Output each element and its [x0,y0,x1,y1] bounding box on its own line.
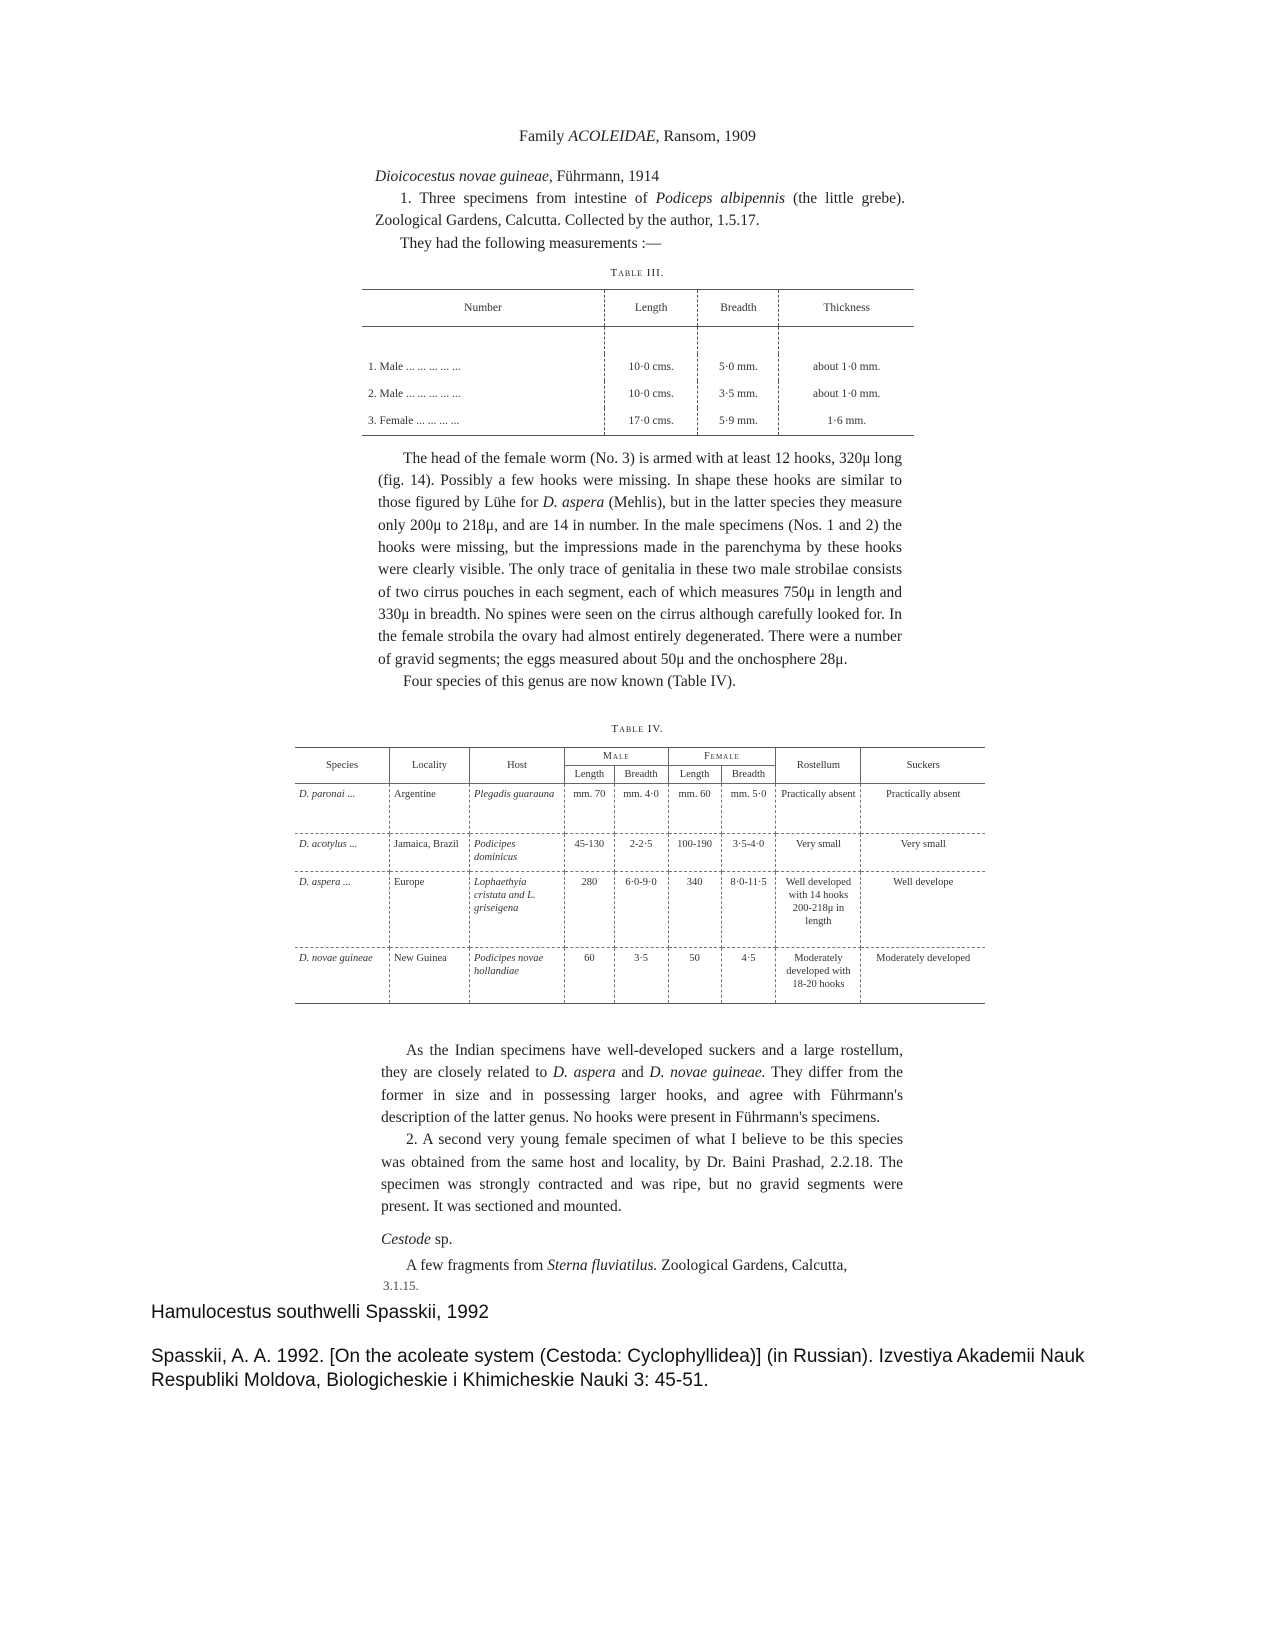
col-suckers: Suckers [861,748,985,784]
table-row: 2. Male ... ... ... ... ... 10·0 cms. 3·5 mm. about 1·0 mm. [362,381,914,408]
col-female-breadth: Breadth [721,766,776,784]
col-species: Species [295,748,390,784]
col-male: Male [565,748,669,766]
col-breadth: Breadth [698,289,779,326]
paragraph-5: As the Indian specimens have well-developed suckers and a large rostellum, they are closely related to D. aspera and D. novae guineae. They differ from the former in size and in possessing larger hooks, and agree with Führmann's description of the latter genus. No hooks were present in Führmann's specimens. [381,1042,903,1127]
table-row: 3. Female ... ... ... ... 17·0 cms. 5·9 mm. 1·6 mm. [362,408,914,436]
col-locality: Locality [390,748,470,784]
col-male-length: Length [565,766,615,784]
overlay-reference: Spasskii, A. A. 1992. [On the acoleate system (Cestoda: Cyclophyllidea)] (in Russian). Izvestiya Akademii Nauk Respubliki Moldova, Biologicheskie i Khimicheskie Nauki 3: 45-51. [151,1346,1085,1392]
paragraph-2: They had the following measurements :— [400,234,662,252]
paragraph-3: The head of the female worm (No. 3) is armed with at least 12 hooks, 320μ long (fig. 14). Possibly a few hooks were missing. In shape these hooks are similar to those figured by Lühe for D. aspera (Mehlis), but in the latter species they measure only 200μ to 218μ, and are 14 in number. In the male specimens (Nos. 1 and 2) the hooks were missing, but the impressions made in the parenchyma by these hooks were clearly visible. The only trace of genitalia in these two male strobilae consists of two cirrus pouches in each segment, each of which measures 750μ in length and 330μ in breadth. No spines were seen on the cirrus although carefully looked for. In the female strobila the ovary had almost entirely degenerated. There were a number of gravid segments; the eggs measured about 50μ and the onchosphere 28μ. [378,449,902,668]
table-iv [295,747,985,1004]
page-content [0,128,1275,1393]
table-iii [362,289,914,436]
table3-caption: Table III. [610,266,665,279]
col-number: Number [362,289,605,326]
paragraph-4: Four species of this genus are now known (Table IV). [403,672,736,690]
table-row: D. paronai ... Argentine Plegadis guarauna mm. 70 mm. 4·0 mm. 60 mm. 5·0 Practically absent Practically absent [295,784,985,834]
col-male-breadth: Breadth [614,766,668,784]
species-title: Dioicocestus novae guineae, Führmann, 1914 [375,168,660,185]
col-female-length: Length [668,766,721,784]
paragraph-6: 2. A second very young female specimen of what I believe to be this species was obtained from the same host and locality, by Dr. Baini Prashad, 2.2.18. The specimen was strongly contracted and was ripe, but no gravid segments were present. It was sectioned and mounted. [381,1131,903,1216]
paragraph-1: 1. Three specimens from intestine of Podiceps albipennis (the little grebe). Zoological Gardens, Calcutta. Collected by the author, 1.5.17. [375,190,906,230]
date-text: 3.1.15. [383,1278,419,1294]
overlay-title: Hamulocestus southwelli Spasskii, 1992 [151,1302,489,1324]
col-length: Length [605,289,698,326]
col-thickness: Thickness [779,289,914,326]
paragraph-7: A few fragments from Sterna fluviatilus. Zoological Gardens, Calcutta, [406,1256,848,1274]
table-row: 1. Male ... ... ... ... ... 10·0 cms. 5·0 mm. about 1·0 mm. [362,354,914,381]
table4-caption: Table IV. [611,723,664,736]
table-row: D. aspera ... Europe Lophaethyia cristata and L. griseigena 280 6·0-9·0 340 8·0-11·5 Well developed with 14 hooks 200-218μ in length Well develope [295,872,985,948]
cestode-heading: Cestode sp. [381,1230,453,1248]
family-heading: Family ACOLEIDAE, Ransom, 1909 [519,128,756,145]
col-female: Female [668,748,776,766]
table-row: D. acotylus ... Jamaica, Brazil Podicipes dominicus 45-130 2-2·5 100-190 3·5-4·0 Very small Very small [295,834,985,872]
col-host: Host [470,748,565,784]
table-row: D. novae guineae New Guinea Podicipes novae hollandiae 60 3·5 50 4·5 Moderately developed with 18-20 hooks Moderately developed [295,948,985,1004]
col-rostellum: Rostellum [776,748,861,784]
